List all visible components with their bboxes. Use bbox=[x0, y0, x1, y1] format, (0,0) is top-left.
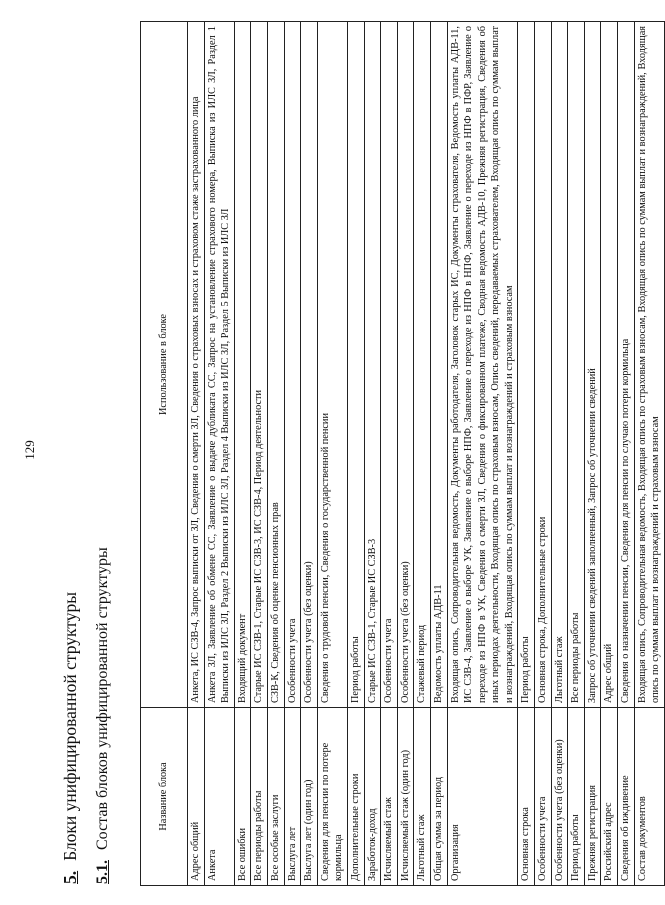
block-name-cell: Исчисляемый стаж (один год) bbox=[397, 708, 414, 886]
block-name-cell: Прежняя регистрация bbox=[584, 708, 601, 886]
page-number: 129 bbox=[22, 440, 37, 460]
blocks-table bbox=[140, 21, 665, 886]
block-name-cell: Общая сумма за период bbox=[430, 708, 447, 886]
table-row bbox=[535, 22, 552, 886]
block-usage-cell: Старые ИС СЗВ-1, Старые ИС СЗВ-3, ИС СЗВ-4, Период деятельности bbox=[251, 22, 268, 708]
block-name-cell: Сведения для пенсии по потере кормильца bbox=[317, 708, 347, 886]
table-row bbox=[447, 22, 518, 886]
table-row bbox=[584, 22, 601, 886]
section-number: 5. bbox=[60, 870, 80, 884]
block-name-cell: Выслуга лет (один год) bbox=[301, 708, 318, 886]
header-block-usage: Использование в блоке bbox=[141, 22, 188, 708]
table-row bbox=[568, 22, 585, 886]
block-usage-cell: Все периоды работы bbox=[568, 22, 585, 708]
block-name-cell: Льготный стаж bbox=[414, 708, 431, 886]
table-row bbox=[284, 22, 301, 886]
block-usage-cell: Особенности учета bbox=[284, 22, 301, 708]
block-usage-cell: Период работы bbox=[518, 22, 535, 708]
table-row bbox=[381, 22, 398, 886]
subsection-number: 5.1. bbox=[94, 860, 111, 884]
table-body bbox=[188, 22, 665, 886]
block-usage-cell: Входящий документ bbox=[234, 22, 251, 708]
subsection-title: Состав блоков унифицированной структуры bbox=[94, 547, 111, 850]
table-row bbox=[634, 22, 664, 886]
table-row bbox=[414, 22, 431, 886]
table-row bbox=[397, 22, 414, 886]
block-name-cell: Особенности учета (без оценки) bbox=[551, 708, 568, 886]
table-row bbox=[430, 22, 447, 886]
section-heading bbox=[60, 592, 81, 884]
block-name-cell: Состав документов bbox=[634, 708, 664, 886]
table-row bbox=[618, 22, 635, 886]
block-usage-cell: Особенности учета (без оценки) bbox=[301, 22, 318, 708]
block-usage-cell: Сведения о назначении пенсии, Сведения для пенсии по случаю потери кормильца bbox=[618, 22, 635, 708]
block-usage-cell: Особенности учета bbox=[381, 22, 398, 708]
block-usage-cell: Запрос об уточнении сведений заполненный, Запрос об уточнении сведений bbox=[584, 22, 601, 708]
subsection-heading bbox=[94, 547, 112, 884]
block-name-cell: Адрес общий bbox=[188, 708, 205, 886]
block-usage-cell: Основная строка, Дополнительные строки bbox=[535, 22, 552, 708]
table-header-row bbox=[141, 22, 188, 886]
block-name-cell: Основная строка bbox=[518, 708, 535, 886]
block-usage-cell: Период работы bbox=[347, 22, 364, 708]
table-row bbox=[251, 22, 268, 886]
block-usage-cell: СЗВ-К, Сведения об оценке пенсионных прав bbox=[267, 22, 284, 708]
table-row bbox=[364, 22, 381, 886]
block-usage-cell: Адрес общий bbox=[601, 22, 618, 708]
block-usage-cell: Ведомость уплаты АДВ-11 bbox=[430, 22, 447, 708]
block-name-cell: Все периоды работы bbox=[251, 708, 268, 886]
table-row bbox=[317, 22, 347, 886]
table-row bbox=[234, 22, 251, 886]
block-name-cell: Заработок-доход bbox=[364, 708, 381, 886]
block-name-cell: Все особые заслуги bbox=[267, 708, 284, 886]
block-usage-cell: Старые ИС СЗВ-1, Старые ИС СЗВ-3 bbox=[364, 22, 381, 708]
block-name-cell: Исчисляемый стаж bbox=[381, 708, 398, 886]
block-usage-cell: Входящая опись, Сопроводительная ведомость, Входящая опись по страховым взносам, Входящая опись по суммам выплат и вознаграждений, Входящая опись по суммам выплат и вознаграждений и страховым взносам bbox=[634, 22, 664, 708]
block-usage-cell: Сведения о трудовой пенсии, Сведения о государственной пенсии bbox=[317, 22, 347, 708]
table-row bbox=[188, 22, 205, 886]
block-usage-cell: Льготный стаж bbox=[551, 22, 568, 708]
block-usage-cell: Стажевый период bbox=[414, 22, 431, 708]
block-usage-cell: Анкета ЗЛ, Заявление об обмене СС, Заявление о выдаче дубликата СС, Запрос на установление страхового номера, Выписка из ИЛС ЗЛ, Раздел 1 Выписки из ИЛС ЗЛ, Раздел 2 Выписки из ИЛС ЗЛ, Раздел 4 Выписки из ИЛС ЗЛ, Раздел 5 Выписки из ИЛС ЗЛ bbox=[204, 22, 234, 708]
table-row bbox=[601, 22, 618, 886]
block-name-cell: Период работы bbox=[568, 708, 585, 886]
block-name-cell: Российский адрес bbox=[601, 708, 618, 886]
block-name-cell: Особенности учета bbox=[535, 708, 552, 886]
block-usage-cell: Анкета, ИС СЗВ-4, Запрос выписки от ЗЛ, Сведения о смерти ЗЛ, Сведения о страховых взносах и страховом стаже застрахованного лица bbox=[188, 22, 205, 708]
block-name-cell: Выслуга лет bbox=[284, 708, 301, 886]
table-row bbox=[267, 22, 284, 886]
rotated-document-page bbox=[20, 15, 662, 890]
block-name-cell: Дополнительные строки bbox=[347, 708, 364, 886]
block-name-cell: Сведения об иждивение bbox=[618, 708, 635, 886]
section-title: Блоки унифицированной структуры bbox=[60, 592, 80, 861]
block-name-cell: Все ошибки bbox=[234, 708, 251, 886]
block-name-cell: Анкета bbox=[204, 708, 234, 886]
block-usage-cell: Входящая опись, Сопроводительная ведомость, Документы работодателя, Заголовок старых ИС, Документы страхователя, Ведомость уплаты АДВ-11, ИС СЗВ-4, Заявление о выборе УК, Заявление о выборе НПФ, Заявление о переходе из НПФ в НПФ, Заявление о переходе из НПФ в ПФР, Заявление о переходе из НПФ в УК, Сведения о смерти ЗЛ, Сведения о фиксированном платеже, Сводная ведомость АДВ-10, Прежняя регистрация, Сведения об иных периодах деятельности, Входящая опись по страховым взносам, Опись сведений, передаваемых страхователем, Входящая опись по суммам выплат и вознаграждений, Входящая опись по суммам выплат и вознаграждений и страховым взносам bbox=[447, 22, 518, 708]
block-usage-cell: Особенности учета (без оценки) bbox=[397, 22, 414, 708]
header-block-name: Название блока bbox=[141, 708, 188, 886]
table-row bbox=[204, 22, 234, 886]
table-row bbox=[347, 22, 364, 886]
table-row bbox=[301, 22, 318, 886]
table-row bbox=[551, 22, 568, 886]
block-name-cell: Организация bbox=[447, 708, 518, 886]
table-row bbox=[518, 22, 535, 886]
